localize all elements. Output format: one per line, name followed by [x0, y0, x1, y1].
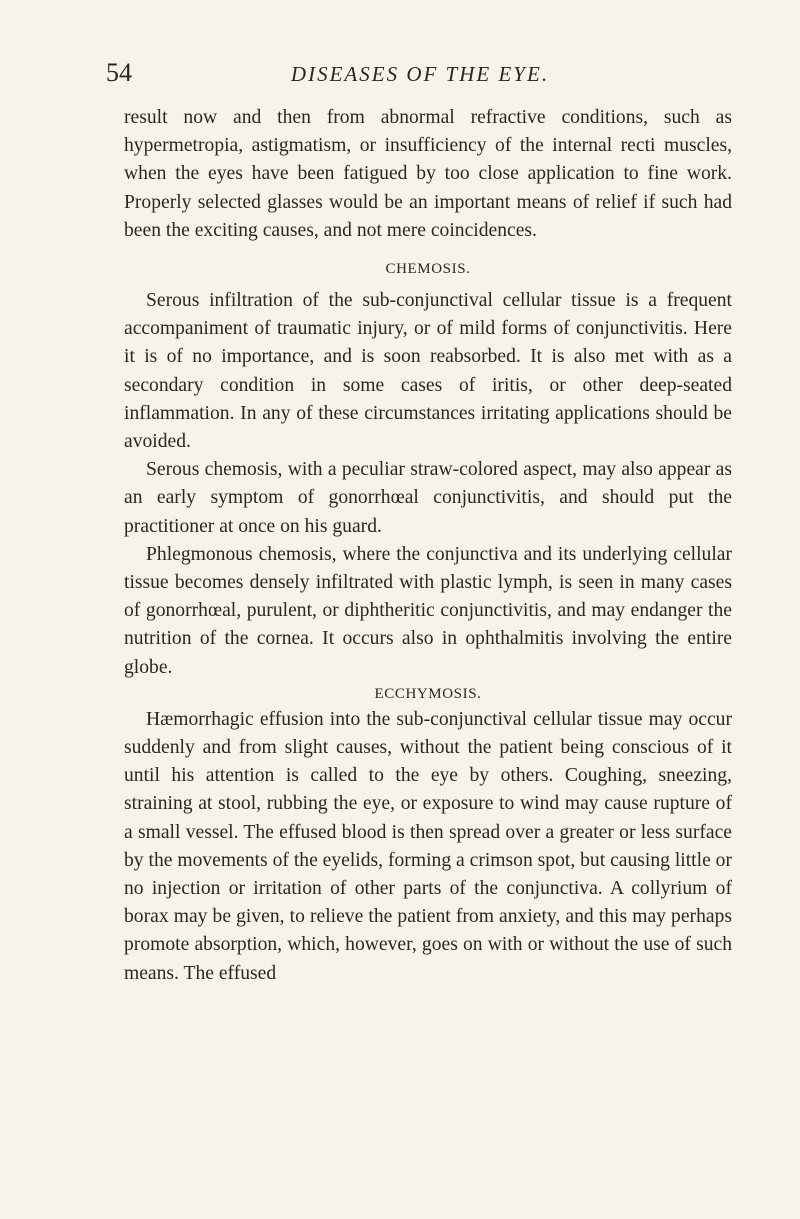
- paragraph-chemosis-2: Serous chemosis, with a peculiar straw-colored aspect, may also appear as an early symptom of gonorrhœal conjunctivitis, and should put the practitioner at once on his guard.: [124, 459, 732, 537]
- paragraph-chemosis-3: Phlegmonous chemosis, where the conjunctiva and its underlying cellular tissue becomes densely infiltrated with plastic lymph, is seen in many cases of gonorrhœal, purulent, or diphtheritic conjunctivitis, and may endanger the nutrition of the cornea. It occurs also in ophthalmitis involving the entire globe.: [124, 543, 732, 678]
- running-head: DISEASES OF THE EYE.: [290, 62, 550, 86]
- page-number: 54: [106, 58, 132, 87]
- paragraph-chemosis-1: Serous infiltration of the sub-conjunctival cellular tissue is a frequent accompaniment of traumatic injury, or of mild forms of conjunctivitis. Here it is of no importance, and is soon reabsorbed. It is also met with as a secondary condition in some cases of iritis, or other deep-seated inflammation. In any of these circumstances irritating applications should be avoided.: [124, 290, 732, 453]
- section-heading-chemosis: CHEMOSIS.: [385, 261, 471, 278]
- body-text: [124, 104, 732, 988]
- section-heading-ecchymosis: ECCHYMOSIS.: [374, 685, 482, 702]
- paragraph-intro: result now and then from abnormal refractive conditions, such as hypermetropia, astigmatism, or insufficiency of the internal recti muscles, when the eyes have been fatigued by too close application to fine work. Properly selected glasses would be an important means of relief if such had been the exciting causes, and not mere coincidences.: [124, 107, 732, 241]
- paragraph-ecchymosis-1: Hæmorrhagic effusion into the sub-conjunctival cellular tissue may occur suddenly and from slight causes, without the patient being conscious of it until his attention is called to the eye by others. Coughing, sneezing, straining at stool, rubbing the eye, or exposure to wind may cause rupture of a small vessel. The effused blood is then spread over a greater or less surface by the movements of the eyelids, forming a crimson spot, but causing little or no injection or irritation of other parts of the conjunctiva. A collyrium of borax may be given, to relieve the patient from anxiety, and this may perhaps promote absorption, which, however, goes on with or without the use of such means. The effused: [124, 708, 732, 984]
- page-header: [0, 52, 800, 92]
